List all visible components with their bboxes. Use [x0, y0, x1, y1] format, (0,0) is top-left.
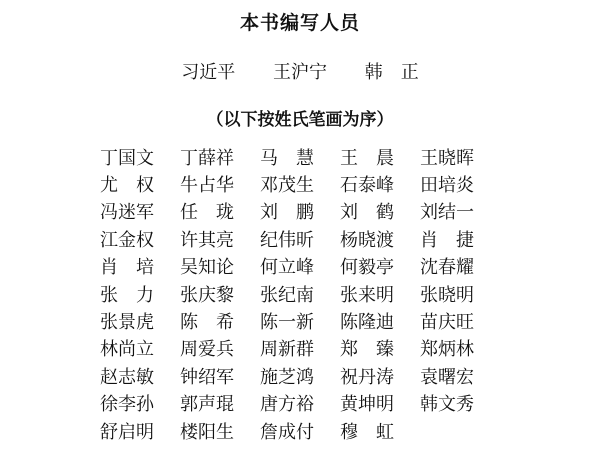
member-name: 丁薛祥: [180, 147, 234, 169]
member-name: 周新群: [260, 339, 314, 361]
member-name: 施芝鸿: [260, 366, 314, 388]
member-name: 詹成付: [260, 421, 314, 443]
member-name: 袁曙宏: [420, 366, 474, 388]
chief-editor-name: 王沪宁: [273, 62, 327, 83]
member-name: 陈隆迪: [340, 312, 394, 334]
member-name: 任 珑: [180, 202, 234, 224]
member-row: [100, 390, 500, 417]
member-name: 王 晨: [340, 147, 394, 169]
member-name: 江金权: [100, 229, 154, 251]
member-name: 田培炎: [420, 175, 474, 197]
member-name: 赵志敏: [100, 366, 154, 388]
member-name: 沈春耀: [420, 257, 474, 279]
member-name: 马 慧: [260, 147, 314, 169]
member-name: 陈 希: [180, 312, 234, 334]
member-name: 郑 臻: [340, 339, 394, 361]
member-name-grid: [100, 143, 500, 444]
member-name: 张纪南: [260, 284, 314, 306]
member-name: 尤 权: [100, 175, 154, 197]
member-name: 肖 培: [100, 257, 154, 279]
member-name: 何立峰: [260, 257, 314, 279]
member-row: [100, 280, 500, 307]
member-row: [100, 143, 500, 170]
page-title: 本书编写人员: [239, 12, 360, 34]
member-name: 徐李孙: [100, 394, 154, 416]
member-name: 丁国文: [100, 147, 154, 169]
member-name: 邓茂生: [260, 175, 314, 197]
member-name: 周爱兵: [180, 339, 234, 361]
order-note: （以下按姓氏笔画为序）: [206, 110, 394, 130]
member-name: 林尚立: [100, 339, 154, 361]
member-name: 冯迷军: [100, 202, 154, 224]
member-name: 张晓明: [420, 284, 474, 306]
member-row: [100, 362, 500, 389]
member-name: 张景虎: [100, 312, 154, 334]
member-name: 穆 虹: [340, 421, 394, 443]
member-name: 舒启明: [100, 421, 154, 443]
member-name: 唐方裕: [260, 394, 314, 416]
member-name: 祝丹涛: [340, 366, 394, 388]
member-name: 王晓晖: [420, 147, 474, 169]
chief-editor-name: 韩 正: [364, 62, 419, 83]
member-name: 吴知论: [180, 257, 234, 279]
member-name: 黄坤明: [340, 394, 394, 416]
member-name: 楼阳生: [180, 421, 234, 443]
member-name: 钟绍军: [180, 366, 234, 388]
member-row: [100, 225, 500, 252]
member-name: 何毅亭: [340, 257, 394, 279]
member-name: 刘 鹤: [340, 202, 394, 224]
member-name: 郑炳林: [420, 339, 474, 361]
member-name: 张来明: [340, 284, 394, 306]
member-name: 刘 鹏: [260, 202, 314, 224]
member-name: 郭声琨: [180, 394, 234, 416]
member-name: 石泰峰: [340, 175, 394, 197]
member-name: 许其亮: [180, 229, 234, 251]
chief-editors: [0, 58, 600, 84]
member-row: [100, 335, 500, 362]
member-row: [100, 170, 500, 197]
member-name: 牛占华: [180, 175, 234, 197]
member-name: 杨晓渡: [340, 229, 394, 251]
member-name: 苗庆旺: [420, 312, 474, 334]
member-name: 刘结一: [420, 202, 474, 224]
member-name: 张 力: [100, 284, 154, 306]
member-name: 纪伟昕: [260, 229, 314, 251]
member-row: [100, 417, 500, 444]
member-row: [100, 253, 500, 280]
member-name: 张庆黎: [180, 284, 234, 306]
member-name: 陈一新: [260, 312, 314, 334]
chief-editor-name: 习近平: [181, 62, 236, 83]
member-row: [100, 307, 500, 334]
member-name: 韩文秀: [420, 394, 474, 416]
member-row: [100, 198, 500, 225]
member-name: 肖 捷: [420, 229, 474, 251]
